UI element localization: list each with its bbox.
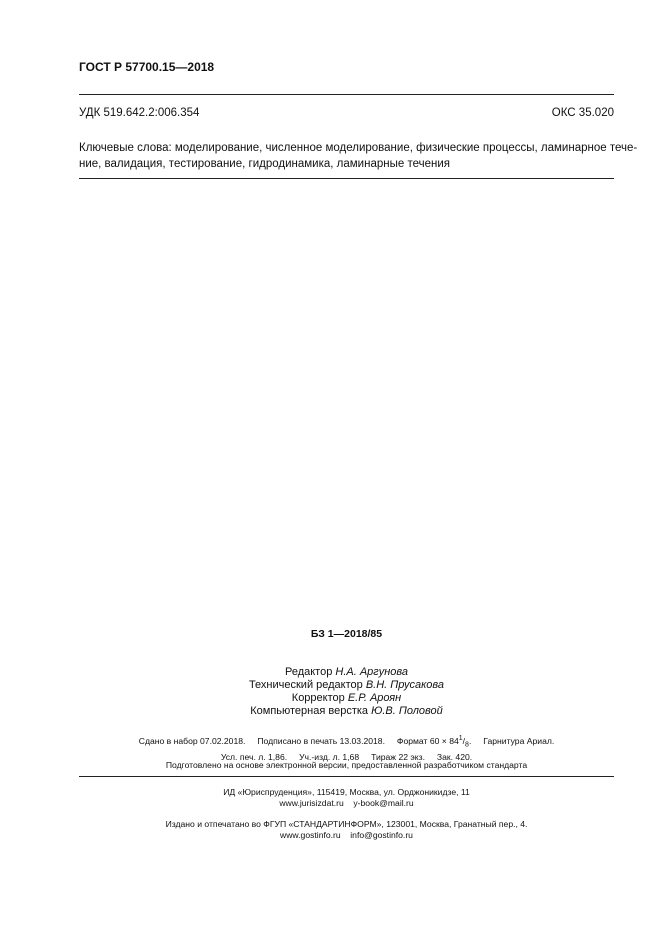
publisher-block — [79, 787, 614, 809]
print-details — [79, 733, 614, 763]
printer-block — [79, 819, 614, 841]
publisher-contacts: www.jurisizdat.ru y-book@mail.ru — [279, 798, 414, 808]
imprint-rule — [79, 776, 614, 777]
document-header: ГОСТ Р 57700.15—2018 — [79, 60, 215, 74]
layout-line: Компьютерная верстка Ю.В. Половой — [250, 705, 443, 717]
credits-block — [79, 666, 614, 718]
udk-code: УДК 519.642.2:006.354 — [79, 107, 200, 119]
keywords-line-2: ние, валидация, тестирование, гидродинамика, ламинарные течения — [79, 158, 450, 170]
keywords-block — [79, 140, 638, 172]
tech-editor-line: Технический редактор В.Н. Прусакова — [248, 679, 445, 691]
header-rule — [79, 94, 614, 95]
printer-line: Издано и отпечатано во ФГУП «СТАНДАРТИНФОРМ», 123001, Москва, Гранатный пер., 4. — [165, 819, 528, 829]
print-details-line-2: Усл. печ. л. 1,86. Уч.-изд. л. 1,68 Тираж 22 экз. Зак. 420. — [220, 751, 473, 762]
oks-code: ОКС 35.020 — [551, 107, 614, 119]
print-details-line-1: Сдано в набор 07.02.2018. Подписано в печать 13.03.2018. Формат $60 \times 84^1/_8$. Гарнитура Ариал. — [138, 735, 555, 749]
proofreader-line: Корректор Е.Р. Ароян — [291, 692, 402, 704]
keywords-line-1: Ключевые слова: моделирование, численное моделирование, физические процессы, ламинарное тече- — [79, 142, 638, 154]
keywords-rule — [79, 178, 614, 179]
printer-contacts: www.gostinfo.ru info@gostinfo.ru — [280, 830, 413, 840]
publisher-id-line: ИД «Юриспруденция», 115419, Москва, ул. Орджоникидзе, 11 — [223, 787, 470, 797]
prepared-note: Подготовлено на основе электронной версии, предоставленной разработчиком стандарта — [165, 760, 528, 770]
editor-line: Редактор Н.А. Аргунова — [284, 666, 409, 678]
bz-number: БЗ 1—2018/85 — [310, 628, 383, 640]
